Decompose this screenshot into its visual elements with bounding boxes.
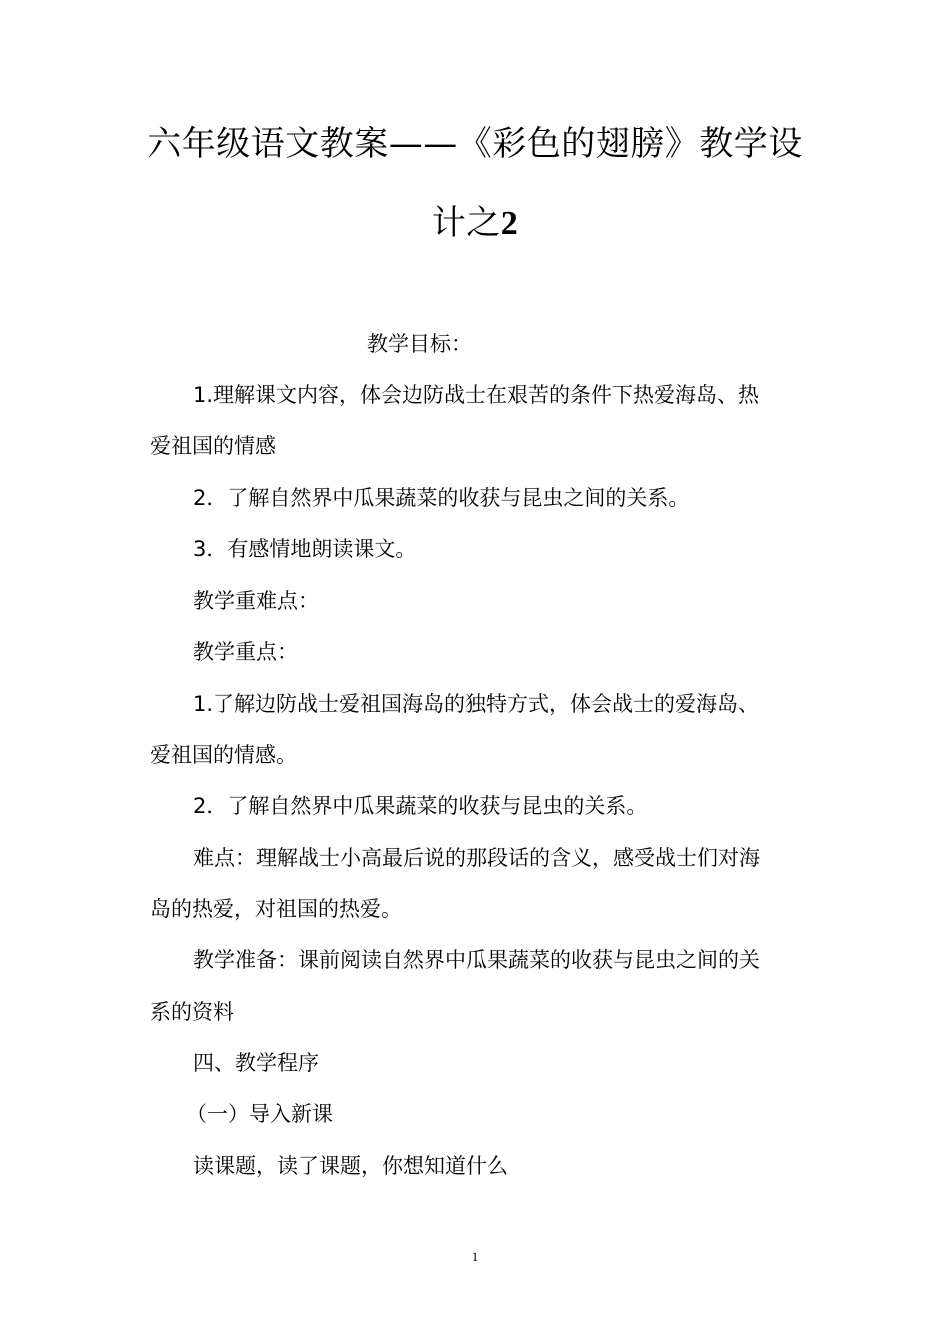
objective-3: 3．有感情地朗读课文。 [193,537,417,561]
step-1-text: 读课题，读了课题，你想知道什么 [193,1154,508,1178]
key-difficult-heading: 教学重难点： [193,589,319,613]
objectives-heading: 教学目标： [367,332,472,356]
title-number: 2 [500,205,519,242]
document-title-line-2 [0,203,950,244]
difficulty-line-2: 岛的热爱，对祖国的热爱。 [150,897,402,921]
key-points-heading: 教学重点： [193,640,298,664]
title-text: 计之 [431,203,501,243]
key-point-2: 2．了解自然界中瓜果蔬菜的收获与昆虫的关系。 [193,794,648,818]
key-point-1-line-1: 1.了解边防战士爱祖国海岛的独特方式，体会战士的爱海岛、 [193,692,760,716]
objective-1-line-2: 爱祖国的情感 [150,434,276,458]
preparation-line-2: 系的资料 [150,1000,234,1024]
document-title-line-1: 六年级语文教案——《彩色的翅膀》教学设 [147,124,803,164]
step-1-heading: （一）导入新课 [186,1102,333,1126]
preparation-line-1: 教学准备：课前阅读自然界中瓜果蔬菜的收获与昆虫之间的关 [193,948,760,972]
objective-1-line-1: 1.理解课文内容，体会边防战士在艰苦的条件下热爱海岛、热 [193,383,760,407]
objective-2: 2．了解自然界中瓜果蔬菜的收获与昆虫之间的关系。 [193,486,690,510]
page-number: 1 [471,1249,479,1264]
procedure-heading: 四、教学程序 [193,1051,319,1075]
difficulty-line-1: 难点：理解战士小高最后说的那段话的含义，感受战士们对海 [193,846,760,870]
key-point-1-line-2: 爱祖国的情感。 [150,743,297,767]
